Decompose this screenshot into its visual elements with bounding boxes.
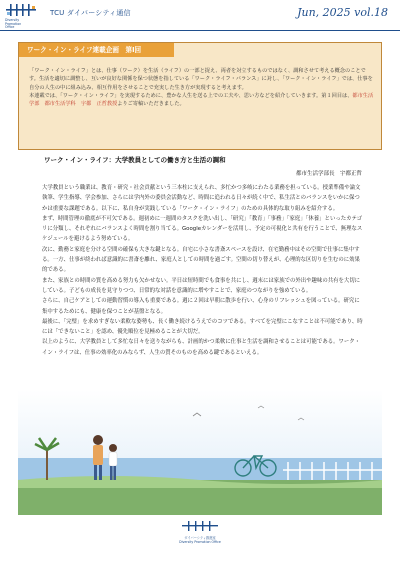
footer-logo-icon <box>182 520 218 534</box>
article-paragraph: 最後に、「完璧」を求めすぎない柔軟な姿勢も、長く働き続けるうえでのコツである。すべてを完璧にこなすことは不可能であり、時には「できないこと」を認め、優先順位を見極めることが大切だ。 <box>42 318 363 336</box>
article-paragraph: さらに、自己ケアとしての運動習慣の導入も重要である。週に２回は早朝に散歩を行い、心身のリフレッシュを図っている。研究に集中するためにも、健康を保つことが基盤となる。 <box>42 298 360 315</box>
panel-title: ワーク・イン・ライフ連載企画 第Ⅰ回 <box>19 43 174 57</box>
logo-text: Diversity Promotion Office <box>5 18 22 30</box>
article-paragraph: まず、時間管理の徹底が不可欠である。週初めに一週間のタスクを洗い出し、「研究」「教育」「事務」「家庭」「休養」といったカテゴリに分類し、それぞれにバランスよく時間を割り当てる。Googleカレンダーを活用し、予定の可視化と共有を行うことで、無理なスケジュールを避けるよう努めている。 <box>42 215 363 243</box>
newsletter-title: TCU ダイバーシティ通信 <box>50 9 131 17</box>
article-title: ワーク・イン・ライフ：大学教員としての働き方と生活の調和 <box>44 156 226 164</box>
article-body <box>42 183 364 358</box>
issue-date: Jun, 2025 vol.18 <box>297 6 388 19</box>
article-paragraph: 次に、勤務と家庭を分ける空間の確保も大きな鍵となる。自宅に小さな書斎スペースを設け、在宅勤務中はその空間で仕事に集中する。一方、仕事が終われば意識的に書斎を離れ、家庭人としての時間を過ごす。空間の切り替えが、心理的な区切りを生むのに効果的である。 <box>42 246 360 274</box>
article-byline: 都市生活学部長 宇都正哲 <box>295 171 362 177</box>
article-paragraph: また、家族との時間の質を高める努力も欠かせない。平日は短時間でも食事を共にし、週末には家族での外出や趣味の共有を大切にしている。子どもの成長を見守りつつ、日常的な対話を意識的に増やすことで、家庭のつながりを強めている。 <box>42 277 361 294</box>
panel-body <box>29 67 374 108</box>
page-header <box>0 0 400 31</box>
panel-paragraph: 「ワーク・イン・ライフ」とは、仕事（ワーク）を生活（ライフ）の一部と捉え、両者を対立するものではなく、調和させて考える概念のことです。生活を適切に調整し、互いが良好な関係を保つ状態を指している「ワーク・ライフ・バランス」に対し、「ワーク・イン・ライフ」では、仕事を自分の人生の中に組み込み、相互作用をさせることで充実した生き方が実現すると考えます。 <box>29 68 373 91</box>
article-paragraph: 以上のように、大学教員として多忙な日々を送りながらも、計画的かつ柔軟に仕事と生活を調和させることは可能である。ワーク・イン・ライフは、仕事の効率化のみならず、人生の質そのものを高める鍵であるといえる。 <box>42 339 361 356</box>
diversity-logo-icon <box>6 3 36 19</box>
footer-text: ダイバーシティ推進室 Diversity Promotion Office <box>179 536 221 544</box>
article-paragraph: 大学教員という職業は、教育・研究・社会貢献という三本柱に支えられ、多忙かつ多岐にわたる業務を担っている。授業準備や論文執筆、学生指導、学会参加、さらには学内外の委員会活動など、時間に追われる日々が続く中で、私生活とのバランスをいかに保つかは重要な課題である。以下に、私自身が実践している「ワーク・イン・ライフ」のための具体的な取り組みを紹介する。 <box>42 185 361 212</box>
series-intro-panel <box>18 42 382 150</box>
contributor-link[interactable]: 都市生活学部 都市生活学科 宇都 正哲教授 <box>29 92 374 108</box>
seaside-illustration <box>18 390 382 515</box>
panel-paragraph: 本連載では、「ワーク・イン・ライフ」を実現するために、豊かな人生を送る上での工夫や、思い方などを紹介していきます。第１回目は、都市生活学部 都市生活学科 宇都 正哲教授よりご寄稿いただきました。 <box>29 92 374 108</box>
